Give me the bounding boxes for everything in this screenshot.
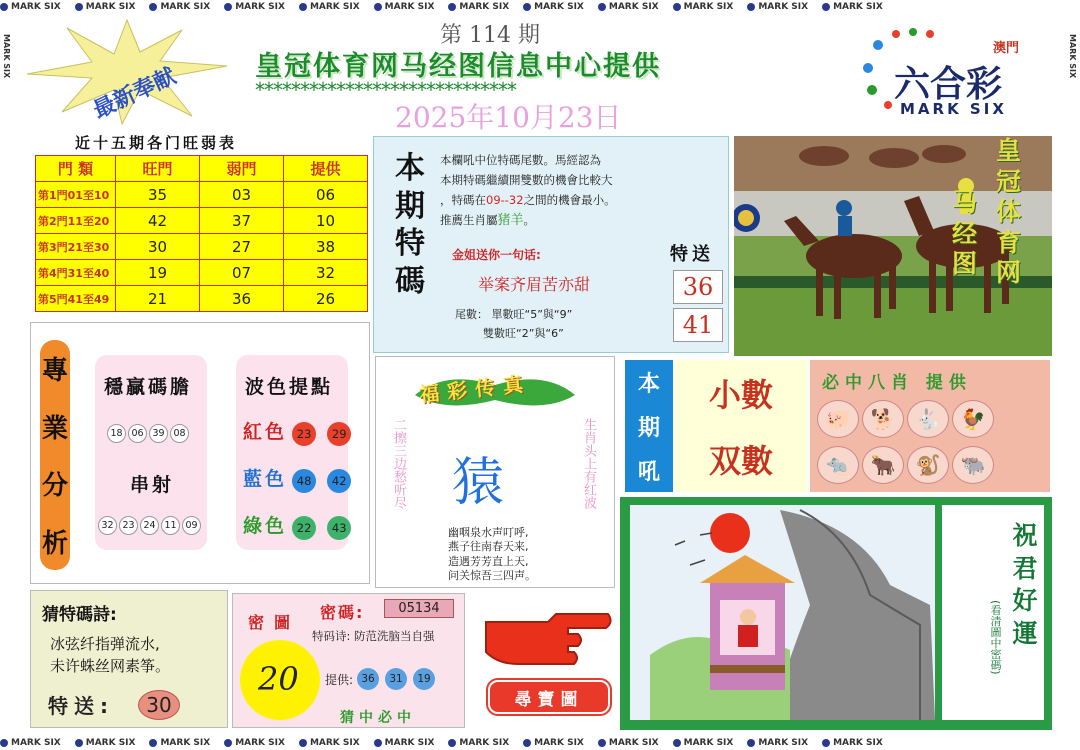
table-row	[36, 234, 368, 260]
fucai-left-text: 二擦三边愁听尽	[391, 418, 406, 509]
logo-dot-icon	[149, 739, 157, 747]
color-ball: 23	[292, 422, 316, 446]
vertical-char: 本	[395, 151, 425, 186]
chuan-balls	[98, 516, 203, 535]
cell: 32	[284, 260, 368, 286]
cell: 36	[200, 286, 284, 312]
poem-tesong-number: 30	[138, 690, 180, 720]
logo-dot-icon	[822, 3, 830, 11]
border-brand-text: MARK SIX	[85, 2, 136, 12]
table-header: 弱門	[200, 156, 284, 182]
cell: 07	[200, 260, 284, 286]
horse-race-photo	[734, 136, 1052, 356]
fucai-poem	[448, 526, 536, 583]
poem-tesong-label: 特送:	[48, 694, 114, 718]
pavilion-scene	[630, 505, 935, 720]
logo-dot-icon	[374, 3, 382, 11]
border-tile	[299, 2, 360, 12]
table-row	[36, 286, 368, 312]
secret-footer: 猜中必中	[340, 710, 416, 726]
logo-dot-icon	[523, 3, 531, 11]
vertical-char: 特	[395, 226, 425, 261]
vertical-char: 期	[395, 188, 425, 224]
border-tile	[374, 2, 435, 12]
border-tile	[149, 2, 210, 12]
logo-name: 六合彩	[894, 64, 1003, 105]
poem-line: 造遇芳芳直上天,	[448, 554, 529, 568]
number-ball: 23	[119, 516, 138, 535]
cell: 35	[116, 182, 200, 208]
border-brand-text: MARK SIX	[235, 738, 285, 748]
border-bottom	[0, 736, 1080, 750]
logo-dot-icon	[747, 739, 755, 747]
logo-dot-icon	[673, 739, 681, 747]
win-code-balls	[107, 424, 191, 443]
period-number: 第 114 期	[440, 23, 540, 48]
border-brand-text: MARK SIX	[608, 2, 659, 12]
rat-icon: 🐀	[817, 446, 859, 484]
chuan-title: 串射	[130, 474, 175, 496]
tail-line: 雙數旺“2”與“6”	[483, 326, 564, 340]
secret-provide-row	[325, 668, 435, 690]
logo-dot-icon	[224, 3, 232, 11]
desc-text: ，特碼在	[440, 193, 486, 208]
border-tile	[0, 2, 61, 12]
secret-code-value: 05134	[384, 599, 454, 618]
ox-icon: 🐂	[862, 446, 904, 484]
photo-caption-left	[952, 188, 977, 280]
blessing-subtext: (看清圖中密碼)	[989, 600, 1002, 675]
blessing-text	[1010, 520, 1040, 650]
cell: 42	[116, 208, 200, 234]
benqi-vertical-title	[625, 360, 673, 492]
row-label: 第1門01至10	[36, 182, 116, 208]
border-tile	[673, 2, 734, 12]
color-name: 紅色	[243, 421, 288, 443]
caption-char: 体	[996, 197, 1022, 226]
table-row	[36, 182, 368, 208]
border-brand-text: MARK SIX	[160, 2, 211, 12]
border-brand-text: MARK SIX	[309, 738, 360, 748]
color-ball: 42	[327, 469, 351, 493]
border-brand-text: MARK SIX	[534, 2, 584, 12]
pig-icon: 🐖	[817, 400, 859, 438]
border-brand-text: MARK SIX	[758, 2, 809, 12]
cell: 37	[200, 208, 284, 234]
logo-subtitle: MARK SIX	[900, 100, 1007, 118]
blessing-char: 運	[1012, 618, 1038, 648]
table-title: 近十五期各门旺弱表	[75, 134, 238, 152]
table-header: 旺門	[116, 156, 200, 182]
number-ball: 18	[107, 424, 126, 443]
row-label: 第2門11至20	[36, 208, 116, 234]
border-brand-text: MARK SIX	[534, 738, 584, 748]
border-tile	[374, 738, 435, 748]
row-label: 第3門21至30	[36, 234, 116, 260]
desc-line: 本欄吼中位特碼尾數。馬經認為	[440, 153, 601, 167]
fucai-title-banner	[405, 365, 585, 415]
secret-map-title: 密圖	[248, 613, 301, 632]
color-row-red	[243, 417, 351, 446]
color-name: 綠色	[243, 515, 288, 537]
color-name: 藍色	[243, 468, 288, 490]
vertical-char: 業	[41, 413, 68, 444]
desc-text: 。	[523, 213, 536, 228]
special-number-1: 36	[673, 270, 723, 304]
pavilion-image	[630, 505, 935, 720]
logo-dot-icon	[149, 3, 157, 11]
border-brand-text: MARK SIX	[85, 738, 136, 748]
logo-dot-icon	[374, 739, 382, 747]
border-brand-text: MARK SIX	[608, 738, 659, 748]
color-ball: 43	[327, 516, 351, 540]
border-tile	[0, 738, 61, 748]
vertical-char: 本	[637, 371, 660, 397]
secret-code-label: 密碼:	[320, 603, 365, 622]
logo-dot-icon	[224, 739, 232, 747]
logo-dot-icon	[299, 739, 307, 747]
blessing-char: 好	[1012, 586, 1038, 615]
range-text: 09--32	[486, 193, 524, 208]
pointing-hand-icon	[478, 600, 618, 672]
logo-dot-icon	[598, 739, 606, 747]
caption-char: 冠	[996, 166, 1022, 196]
color-ball: 48	[292, 469, 316, 493]
logo-dot-icon	[0, 3, 8, 11]
secret-number-disc	[240, 640, 320, 720]
cell: 21	[116, 286, 200, 312]
logo-dot-icon	[448, 3, 456, 11]
table-row	[36, 208, 368, 234]
logo-dot-icon	[822, 739, 830, 747]
guess-poem-title: 猜特碼詩:	[42, 605, 117, 625]
provide-label: 提供:	[325, 672, 354, 687]
border-brand-text: MARK SIX	[160, 738, 211, 748]
caption-char: 育	[996, 227, 1022, 257]
border-brand-text: MARK SIX	[235, 2, 285, 12]
mark-six-logo	[858, 20, 1058, 135]
border-tile	[673, 738, 734, 748]
provide-ball: 31	[385, 668, 407, 690]
caption-char: 经	[952, 218, 978, 248]
special-tesong-label: 特送	[670, 244, 714, 265]
treasure-map-button[interactable]: 尋寶圖	[488, 680, 610, 714]
border-brand-text: MARK SIX	[11, 2, 61, 12]
special-vertical-title	[385, 150, 435, 300]
logo-dot-icon	[747, 3, 755, 11]
vertical-char: 專	[41, 356, 68, 387]
border-tile	[747, 738, 808, 748]
border-brand-text: MARK SIX	[683, 738, 734, 748]
caption-char: 皇	[996, 136, 1022, 165]
border-brand-text: MARK SIX	[459, 738, 510, 748]
logo-dot-icon	[0, 739, 8, 747]
star-divider: *****************************	[255, 78, 516, 102]
provide-ball: 36	[357, 668, 379, 690]
win-code-title: 穩贏碼膽	[104, 376, 193, 398]
cell: 30	[116, 234, 200, 260]
poem-line: 问关惊吾三四声。	[448, 568, 536, 582]
vertical-char: 分	[41, 471, 68, 502]
table-header: 提供	[284, 156, 368, 182]
benqi-predictions	[675, 360, 807, 492]
prediction-small: 小數	[708, 376, 773, 414]
cell: 26	[284, 286, 368, 312]
starburst-badge	[22, 16, 232, 126]
logo-dot-icon	[598, 3, 606, 11]
monkey-icon: 🐒	[907, 446, 949, 484]
ox-icon: 🐃	[952, 446, 994, 484]
logo-dot-icon	[448, 739, 456, 747]
logo-dot-icon	[299, 3, 307, 11]
fucai-big-char: 猿	[452, 453, 505, 513]
poem-line: 冰弦纤指弹流水,	[50, 635, 160, 653]
desc-text: 之間的機會最小。	[523, 193, 616, 208]
blessing-char: 祝	[1012, 521, 1038, 550]
poem-line: 未许蛛丝网素筝。	[50, 656, 171, 675]
tail-numbers	[455, 306, 572, 343]
border-tile	[149, 738, 210, 748]
border-tile	[523, 738, 584, 748]
vertical-char: 期	[637, 415, 660, 441]
desc-line	[440, 190, 725, 210]
number-ball: 39	[149, 424, 168, 443]
cell: 19	[116, 260, 200, 286]
color-tips-title: 波色提點	[245, 376, 334, 398]
color-ball: 22	[292, 516, 316, 540]
logo-dot-icon	[75, 3, 83, 11]
logo-dot-icon	[673, 3, 681, 11]
border-tile	[523, 2, 584, 12]
number-ball: 24	[140, 516, 159, 535]
border-tile	[224, 2, 285, 12]
table-header: 門 類	[36, 156, 116, 182]
color-row-blue	[243, 464, 351, 493]
prediction-even: 双數	[708, 442, 773, 480]
number-ball: 08	[170, 424, 189, 443]
number-ball: 32	[98, 516, 117, 535]
logo-region: 澳門	[993, 41, 1020, 56]
issue-date: 2025年10月23日	[395, 101, 622, 134]
tail-line: 尾數： 單數旺“5”與“9”	[455, 308, 573, 321]
row-label: 第4門31至40	[36, 260, 116, 286]
color-ball: 29	[327, 422, 351, 446]
border-left: MARK SIX	[2, 34, 11, 79]
logo-dot-icon	[75, 739, 83, 747]
rabbit-icon: 🐇	[907, 400, 949, 438]
border-brand-text: MARK SIX	[833, 2, 883, 12]
burst-text: 最新奉献	[89, 63, 180, 124]
border-brand-text: MARK SIX	[459, 2, 510, 12]
zodiac-text: 猪羊	[497, 213, 524, 229]
vertical-char: 析	[41, 528, 68, 559]
border-tile	[598, 738, 659, 748]
caption-char: 马	[952, 188, 978, 217]
cell: 03	[200, 182, 284, 208]
border-tile	[75, 2, 136, 12]
number-ball: 09	[182, 516, 201, 535]
fucai-title: 福彩传真	[418, 371, 533, 407]
color-row-green	[243, 511, 351, 540]
vertical-char: 吼	[637, 459, 660, 485]
border-tile	[448, 738, 509, 748]
cell: 06	[284, 182, 368, 208]
header-title: 皇冠体育网马经图信息中心提供	[255, 51, 661, 82]
border-top	[0, 0, 1080, 14]
fucai-right-text: 生肖头上有红波	[581, 418, 596, 509]
border-tile	[448, 2, 509, 12]
border-brand-text: MARK SIX	[384, 2, 435, 12]
border-tile	[822, 738, 883, 748]
analysis-vertical-title	[40, 340, 70, 570]
desc-line	[440, 210, 725, 233]
logo-dot-icon	[523, 739, 531, 747]
special-description	[440, 150, 725, 233]
desc-text: 推薦生肖屬	[440, 213, 498, 228]
border-tile	[598, 2, 659, 12]
border-tile	[822, 2, 883, 12]
border-tile	[75, 738, 136, 748]
border-brand-text: MARK SIX	[11, 738, 61, 748]
caption-char: 网	[996, 258, 1022, 287]
desc-line: 本期特碼繼續開雙數的機會比較大	[440, 173, 613, 188]
cell: 10	[284, 208, 368, 234]
border-brand-text: MARK SIX	[309, 2, 360, 12]
table-row	[36, 260, 368, 286]
number-ball: 11	[161, 516, 180, 535]
guess-poem-body	[50, 634, 170, 678]
caption-char: 图	[952, 249, 978, 278]
number-ball: 06	[128, 424, 147, 443]
motto-text: 举案齐眉苦亦甜	[478, 275, 591, 294]
rooster-icon: 🐓	[952, 400, 994, 438]
cell: 27	[200, 234, 284, 260]
border-brand-text: MARK SIX	[384, 738, 435, 748]
motto-label: 金姐送你一句话:	[452, 248, 541, 262]
special-number-2: 41	[673, 308, 723, 342]
dog-icon: 🐕	[862, 400, 904, 438]
photo-caption-right	[996, 136, 1021, 289]
border-tile	[747, 2, 808, 12]
vertical-char: 碼	[395, 263, 425, 299]
cell: 38	[284, 234, 368, 260]
poem-line: 燕子往南春天来,	[448, 540, 529, 554]
secret-poem: 特码诗: 防范洗脑当自强	[312, 629, 435, 643]
border-tile	[224, 738, 285, 748]
border-brand-text: MARK SIX	[833, 738, 883, 748]
provide-ball: 19	[413, 668, 435, 690]
border-right: MARK SIX	[1068, 34, 1077, 79]
secret-number: 20	[258, 660, 299, 698]
wang-ruo-table	[35, 155, 368, 312]
border-tile	[299, 738, 360, 748]
border-brand-text: MARK SIX	[758, 738, 809, 748]
row-label: 第5門41至49	[36, 286, 116, 312]
border-brand-text: MARK SIX	[683, 2, 734, 12]
poem-line: 幽咽泉水声叮呼,	[448, 526, 529, 539]
blessing-char: 君	[1012, 553, 1038, 583]
zodiac-title: 必中八肖 提供	[822, 373, 972, 393]
